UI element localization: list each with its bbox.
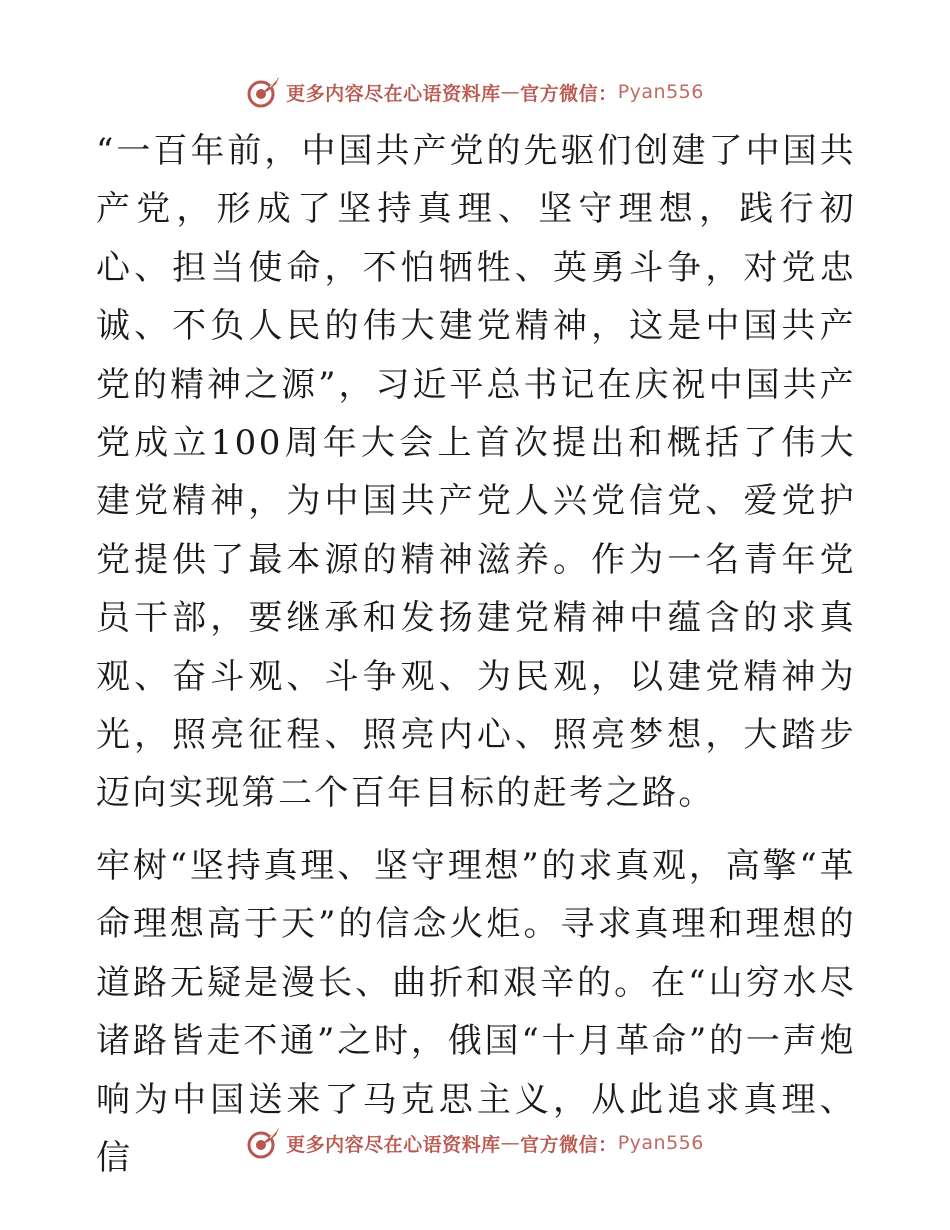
watermark-separator: —	[500, 81, 521, 103]
watermark-separator: —	[500, 1132, 521, 1154]
quill-logo-icon	[246, 74, 282, 110]
watermark-text: 更多内容尽在心语资料库	[286, 1133, 501, 1156]
paragraph-truth-view: 牢树“坚持真理、坚守理想”的求真观，高擎“革命理想高于天”的信念火炬。寻求真理和理想的道路无疑是漫长、曲折和艰辛的。在“山穷水尽诸路皆走不通”之时，俄国“十月革命”的一声炮响为中国送来了马克思主义，从此追求真理、信	[96, 845, 856, 1178]
watermark-wechat-label: 官方微信：	[520, 1133, 618, 1156]
header-watermark	[0, 74, 950, 110]
document-body	[96, 122, 856, 1187]
footer-watermark	[0, 1125, 950, 1161]
watermark-text: 更多内容尽在心语资料库	[286, 82, 501, 105]
paragraph-intro: “一百年前，中国共产党的先驱们创建了中国共产党，形成了坚持真理、坚守理想，践行初心、担当使命，不怕牺牲、英勇斗争，对党忠诚、不负人民的伟大建党精神，这是中国共产党的精神之源”，习近平总书记在庆祝中国共产党成立100周年大会上首次提出和概括了伟大建党精神，为中国共产党人兴党信党、爱党护党提供了最本源的精神滋养。作为一名青年党员干部，要继承和发扬建党精神中蕴含的求真观、奋斗观、斗争观、为民观，以建党精神为光，照亮征程、照亮内心、照亮梦想，大踏步迈向实现第二个百年目标的赶考之路。	[96, 131, 856, 814]
watermark-wechat-id: Pyan556	[617, 1132, 704, 1154]
watermark-wechat-label: 官方微信：	[520, 82, 618, 105]
quill-logo-icon	[246, 1125, 282, 1161]
watermark-wechat-id: Pyan556	[617, 81, 704, 103]
